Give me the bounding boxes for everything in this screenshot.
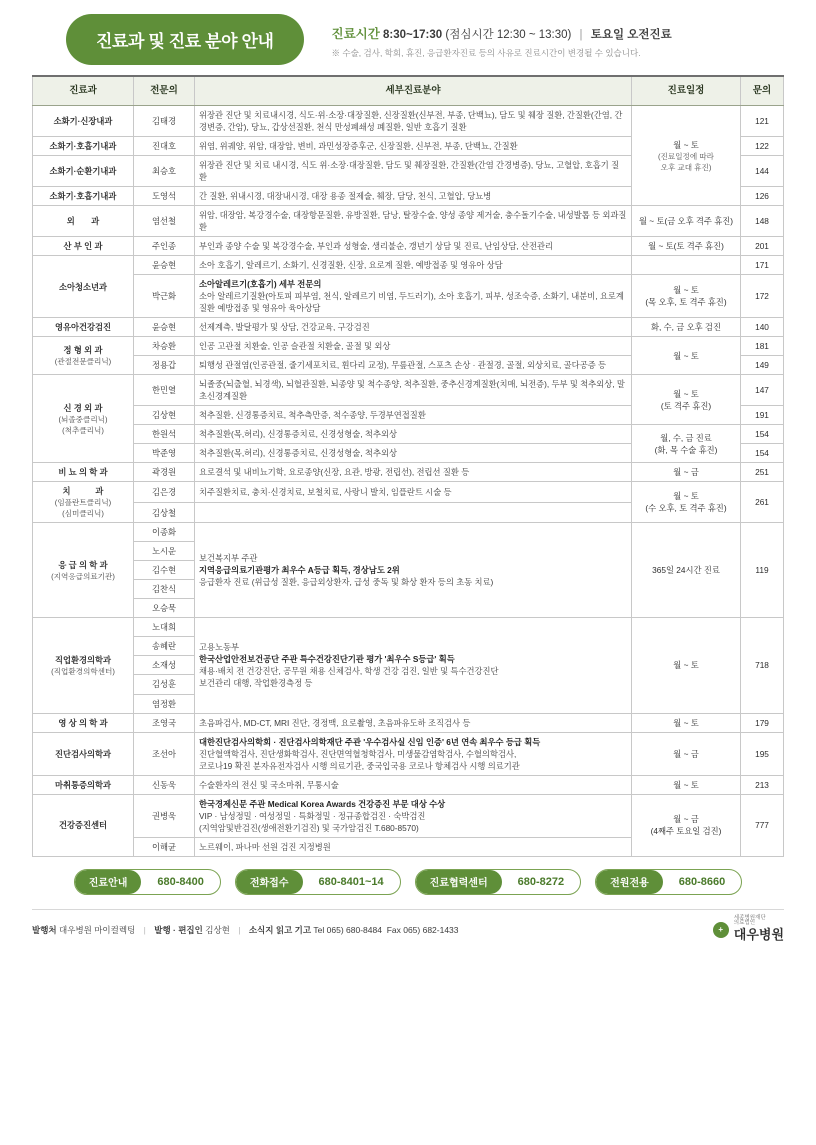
cell-field: 척추질환(목,허리), 신경통증치료, 신경성형술, 척추외상: [195, 444, 632, 463]
editor-value: 김상현: [205, 924, 230, 935]
cell-field: 노르웨이, 파나마 선원 검진 지정병원: [195, 837, 632, 856]
cell-doctor: 김은경: [134, 482, 195, 503]
cell-tel: 251: [741, 463, 784, 482]
page-title: 진료과 및 진료 분야 안내: [66, 14, 304, 65]
cell-department: 외 과: [33, 206, 134, 237]
col-field: 세부진료분야: [195, 76, 632, 106]
contact-number: 680-8401~14: [318, 875, 384, 888]
cell-doctor: 도영석: [134, 187, 195, 206]
cell-schedule: 월 ~ 토 (수 오후, 토 격주 휴진): [632, 482, 741, 523]
cell-tel: 147: [741, 375, 784, 406]
cell-tel: 195: [741, 732, 784, 775]
contact-bar: [32, 869, 784, 895]
publisher-value: 대우병원 마이컬렉팅: [59, 924, 136, 935]
table-row: [33, 375, 784, 406]
contact-number: 680-8272: [517, 875, 565, 888]
cell-schedule: 월 ~ 토 (토 격주 휴진): [632, 375, 741, 425]
cell-doctor: 정용갑: [134, 356, 195, 375]
logo-sub-1: 세종병원재단: [733, 914, 766, 921]
table-row: [33, 794, 784, 837]
cell-tel: 126: [741, 187, 784, 206]
cell-schedule: 화, 수, 금 오후 검진: [632, 318, 741, 337]
cell-doctor: 이해균: [134, 837, 195, 856]
table-row: [33, 256, 784, 275]
cell-doctor: 진대호: [134, 137, 195, 156]
cell-tel: 140: [741, 318, 784, 337]
cell-field: 수술환자의 전신 및 국소마취, 무통시술: [195, 775, 632, 794]
cell-tel: 261: [741, 482, 784, 523]
cell-doctor: 박근화: [134, 275, 195, 318]
table-header-row: [33, 76, 784, 106]
cell-department: 직업환경의학과 (직업환경의학센터): [33, 618, 134, 713]
hours-label: 진료시간: [331, 27, 380, 41]
cell-department: 소아청소년과: [33, 256, 134, 318]
cell-field: 위장관 진단 및 치료 내시경, 식도 위·소장·대장질환, 담도 및 췌장질환, 간질환(간염 간경병증), 당뇨, 고혈압, 호흡기 질환: [195, 156, 632, 187]
cell-doctor: 주인종: [134, 237, 195, 256]
cell-field: 부인과 종양 수술 및 복강경수술, 부인과 성형술, 생리불순, 갱년기 상담 및 진료, 난임상담, 산전관리: [195, 237, 632, 256]
cell-doctor: 송혜란: [134, 637, 195, 656]
table-row: [33, 463, 784, 482]
cell-tel: 119: [741, 523, 784, 618]
cell-doctor: 권병욱: [134, 794, 195, 837]
cell-field: 고용노동부 한국산업안전보건공단 주관 특수건강진단기관 평가 '최우수 S등급' 획득 채용·배치 전 건강진단, 공무원 채용 신체검사, 학생 건강 검진, 일반 및 특수건강진단 보건관리 대행, 작업환경측정 등: [195, 618, 632, 713]
cell-field: 위염, 위궤양, 위암, 대장암, 변비, 과민성장증후군, 신장질환, 신부전, 부종, 단백뇨, 간질환: [195, 137, 632, 156]
cell-doctor: 노시운: [134, 542, 195, 561]
contact-label: 전화접수: [236, 870, 303, 894]
contact-label: 진료안내: [75, 870, 142, 894]
page-footer: [32, 909, 784, 944]
cell-schedule: [632, 256, 741, 275]
cell-department: 정 형 외 과 (관절전문클리닉): [33, 337, 134, 375]
col-schedule: 진료일정: [632, 76, 741, 106]
cell-field: 위장관 진단 및 치료내시경, 식도·위·소장·대장질환, 신장질환(신부전, 부종, 단백뇨), 담도 및 췌장 질환, 간질환(간염, 간경변증, 간암), 당뇨, 갑상선질환, 천식 만성폐쇄성 폐질환, 일반 호흡기 질환: [195, 106, 632, 137]
contact-pill[interactable]: [235, 869, 401, 895]
cell-doctor: 조선아: [134, 732, 195, 775]
cell-field: 인공 고관절 치환술, 인공 슬관절 치환술, 골절 및 외상: [195, 337, 632, 356]
cell-tel: 121: [741, 106, 784, 137]
cell-schedule: 월 ~ 금 (4째주 토요일 검진): [632, 794, 741, 856]
department-schedule-table: [32, 75, 784, 857]
news-label: 소식지 읽고 기고: [248, 924, 312, 935]
table-row: [33, 318, 784, 337]
contact-label: 진료협력센터: [416, 870, 502, 894]
cell-field: 요로결석 및 내비뇨기학, 요로종양(신장, 요관, 방광, 전립선), 전립선 질환 등: [195, 463, 632, 482]
cell-doctor: 박준영: [134, 444, 195, 463]
cell-field: 초음파검사, MD-CT, MRI 진단, 경정맥, 요로촬영, 초음파유도하 조직검사 등: [195, 713, 632, 732]
footer-info: 발행처 대우병원 마이컬렉팅 | 발행 · 편집인 김상현 | 소식지 읽고 기고 Tel 065) 680-8484 Fax 065) 682-1433: [32, 924, 459, 935]
cell-tel: 144: [741, 156, 784, 187]
cell-doctor: 차승환: [134, 337, 195, 356]
hospital-logo: [713, 916, 784, 944]
cell-field: 뇌졸중(뇌출혈, 뇌경색), 뇌혈관질환, 뇌종양 및 척수종양, 척추질환, 중추신경계질환(치매, 뇌전증), 두부 및 척추외상, 말초신경계질환: [195, 375, 632, 406]
hours-value: 8:30~17:30: [383, 29, 443, 41]
cell-field: 소아알레르기(호흡기) 세부 전문의 소아 알레르기질환(아토피 피부염, 천식, 알레르기 비염, 두드러기), 소아 호흡기, 피부, 성조숙증, 소화기, 내분비, 요로계 질환 예방접종 및 영유아 육아상담: [195, 275, 632, 318]
cell-department: 영 상 의 학 과: [33, 713, 134, 732]
cell-doctor: 신동욱: [134, 775, 195, 794]
cell-department: 소화기·호흡기내과: [33, 187, 134, 206]
cell-schedule: 월 ~ 토: [632, 713, 741, 732]
cell-field: 한국경제신문 주관 Medical Korea Awards 건강증진 부문 대상 수상 VIP · 남성정밀 · 여성정밀 · 특화정밀 · 정규종합검진 · 숙박검진 (지역암및반검진(생애전환기검진) 및 국가암검진 T.680-8570): [195, 794, 632, 837]
table-row: [33, 337, 784, 356]
publisher-label: 발행처: [32, 924, 57, 935]
col-tel: 문의: [741, 76, 784, 106]
cell-doctor: 윤승현: [134, 318, 195, 337]
cell-tel: 718: [741, 618, 784, 713]
logo-sub-2: 의료법인: [733, 920, 756, 927]
cell-department: 영유아건강검진: [33, 318, 134, 337]
cell-field: 선제계측, 발달평가 및 상담, 건강교육, 구강검진: [195, 318, 632, 337]
cell-tel: 122: [741, 137, 784, 156]
contact-number: 680-8660: [678, 875, 726, 888]
cell-doctor: 오승묵: [134, 599, 195, 618]
cell-department: 소화기·호흡기내과: [33, 137, 134, 156]
table-row: [33, 713, 784, 732]
col-doctor: 전문의: [134, 76, 195, 106]
cell-field: 척추질환(목,허리), 신경통증치료, 신경성형술, 척추외상: [195, 425, 632, 444]
cell-field: 간 질환, 위내시경, 대장내시경, 대장 용종 절제술, 췌장, 담당, 천식, 고혈압, 당뇨병: [195, 187, 632, 206]
lunch-note: (점심시간 12:30 ~ 13:30): [445, 29, 572, 41]
cell-doctor: 소재성: [134, 656, 195, 675]
cell-schedule: 월 ~ 토 (진료일정에 따라 오후 교대 휴진): [632, 106, 741, 206]
footer-tel: Tel 065) 680-8484: [313, 924, 382, 935]
cell-department: 건강증진센터: [33, 794, 134, 856]
cell-schedule: 월 ~ 토: [632, 618, 741, 713]
cell-tel: 191: [741, 406, 784, 425]
contact-label: 전원전용: [596, 870, 663, 894]
logo-mark-icon: +: [713, 922, 729, 938]
cell-schedule: 월 ~ 토(금 오후 격주 휴진): [632, 206, 741, 237]
cell-doctor: 김상철: [134, 502, 195, 523]
cell-schedule: 월 ~ 금: [632, 732, 741, 775]
cell-schedule: 월 ~ 토 (목 오후, 토 격주 휴진): [632, 275, 741, 318]
cell-tel: 179: [741, 713, 784, 732]
contact-pill[interactable]: [415, 869, 581, 895]
table-row: [33, 237, 784, 256]
saturday-note: 토요일 오전진료: [590, 29, 672, 41]
table-row: [33, 618, 784, 637]
cell-tel: 777: [741, 794, 784, 856]
cell-tel: 154: [741, 444, 784, 463]
cell-doctor: 김상현: [134, 406, 195, 425]
logo-main: 대우병원: [733, 927, 784, 943]
editor-label: 발행 · 편집인: [154, 924, 203, 935]
cell-tel: 149: [741, 356, 784, 375]
cell-department: 마취통증의학과: [33, 775, 134, 794]
cell-field: 치주질환치료, 충치·신경치료, 보철치료, 사랑니 발치, 임플란트 시술 등: [195, 482, 632, 503]
cell-field: 척추질환, 신경통증치료, 척추측만증, 척수종양, 두경부연접질환: [195, 406, 632, 425]
cell-doctor: 김태경: [134, 106, 195, 137]
cell-doctor: 노대희: [134, 618, 195, 637]
cell-department: 산 부 인 과: [33, 237, 134, 256]
table-row: [33, 732, 784, 775]
col-dept: 진료과: [33, 76, 134, 106]
contact-pill[interactable]: [595, 869, 742, 895]
table-row: [33, 775, 784, 794]
contact-number: 680-8400: [157, 875, 204, 888]
cell-doctor: 김수현: [134, 561, 195, 580]
cell-schedule: 월 ~ 토: [632, 775, 741, 794]
cell-doctor: 한원석: [134, 425, 195, 444]
page-header: [0, 0, 816, 71]
cell-tel: 171: [741, 256, 784, 275]
footer-fax: Fax 065) 682-1433: [386, 924, 459, 935]
cell-tel: 201: [741, 237, 784, 256]
cell-schedule: 월, 수, 금 진료 (화, 목 수술 휴진): [632, 425, 741, 463]
cell-field: 대한진단검사의학회 · 진단검사의학재단 주관 '우수검사실 신임 인증' 6년 연속 최우수 등급 획득 진단혈액학검사, 진단생화학검사, 진단면역혈청학검사, 미생물감염학검사, 수혈의학검사, 코로나19 확진 분자유전자검사 시행 의료기관, 중국입국용 코로나 항체검사 시행 의료기관: [195, 732, 632, 775]
header-info: [332, 14, 672, 59]
cell-schedule: 월 ~ 토: [632, 337, 741, 375]
table-body: [33, 106, 784, 857]
cell-field: 퇴행성 관절염(인공관절, 줄기세포치료, 휜다리 교정), 무릎관절, 스포츠 손상 · 관절경, 골절, 외상치료, 골다공증 등: [195, 356, 632, 375]
cell-department: 소화기·순환기내과: [33, 156, 134, 187]
cell-doctor: 조영국: [134, 713, 195, 732]
cell-doctor: 곽경원: [134, 463, 195, 482]
table-row: [33, 482, 784, 503]
logo-text: [734, 916, 784, 944]
cell-department: 소화기·신장내과: [33, 106, 134, 137]
contact-pill[interactable]: [74, 869, 221, 895]
cell-field: [195, 502, 632, 523]
cell-doctor: 한민열: [134, 375, 195, 406]
cell-field: 보건복지부 주관 지역응급의료기관평가 최우수 A등급 획득, 경상남도 2위 응급환자 진료 (위급성 질환, 응급외상환자, 급성 중독 및 화상 환자 등의 초동 치료): [195, 523, 632, 618]
table-row: [33, 523, 784, 542]
cell-tel: 213: [741, 775, 784, 794]
cell-tel: 154: [741, 425, 784, 444]
cell-doctor: 김찬식: [134, 580, 195, 599]
cell-tel: 181: [741, 337, 784, 356]
table-row: [33, 425, 784, 444]
cell-doctor: 염정환: [134, 694, 195, 713]
cell-department: 응 급 의 학 과 (지역응급의료기관): [33, 523, 134, 618]
table-row: [33, 275, 784, 318]
cell-field: 위암, 대장암, 복강경수술, 대장항문질환, 유방질환, 담낭, 탈장수술, 양성 종양 제거술, 충수돌기수술, 내성발톱 등 외과질환: [195, 206, 632, 237]
cell-schedule: 월 ~ 금: [632, 463, 741, 482]
cell-department: 신 경 외 과 (뇌졸중클리닉) (척추클리닉): [33, 375, 134, 463]
cell-doctor: 윤승현: [134, 256, 195, 275]
table-row: [33, 206, 784, 237]
table-row: [33, 106, 784, 137]
cell-field: 소아 호흡기, 알레르기, 소화기, 신경질환, 신장, 요로계 질환, 예방접종 및 영유아 상담: [195, 256, 632, 275]
notice-text: ※ 수술, 검사, 학회, 휴진, 응급환자진료 등의 사유로 진료시간이 변경될 수 있습니다.: [331, 48, 641, 58]
cell-department: 치 과 (임플란트클리닉) (심미클리닉): [33, 482, 134, 523]
cell-department: 비 뇨 의 학 과: [33, 463, 134, 482]
cell-schedule: 365일 24시간 진료: [632, 523, 741, 618]
cell-department: 진단검사의학과: [33, 732, 134, 775]
hours-line: 진료시간 8:30~17:30 (점심시간 12:30 ~ 13:30) | 토요일 오전진료: [331, 27, 672, 41]
cell-tel: 172: [741, 275, 784, 318]
cell-schedule: 월 ~ 토(토 격주 휴진): [632, 237, 741, 256]
cell-doctor: 이종화: [134, 523, 195, 542]
cell-doctor: 최승호: [134, 156, 195, 187]
cell-doctor: 염선철: [134, 206, 195, 237]
cell-tel: 148: [741, 206, 784, 237]
cell-doctor: 김성훈: [134, 675, 195, 694]
